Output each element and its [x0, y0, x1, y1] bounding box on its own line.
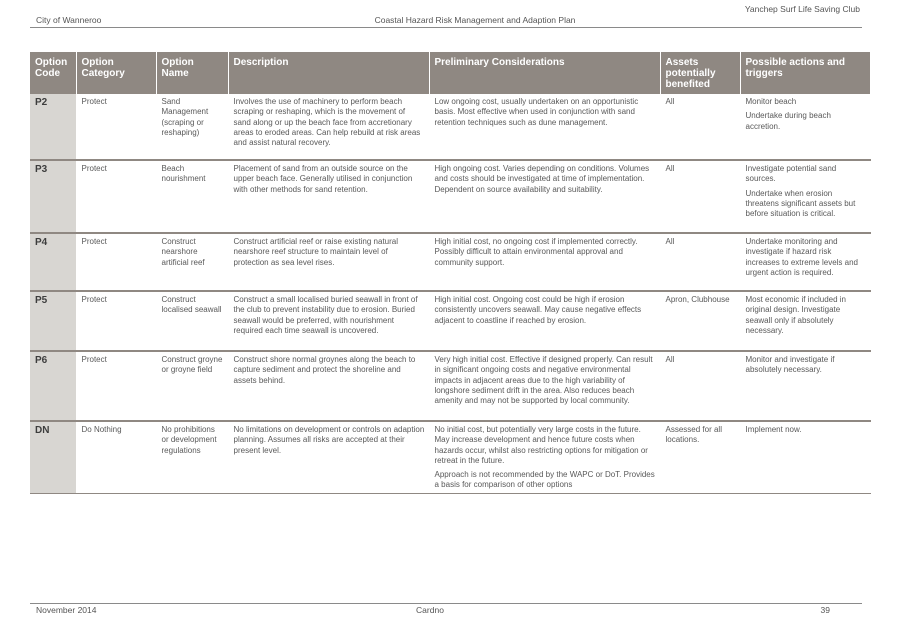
option-code-cell: P3 — [30, 160, 76, 233]
option-category-cell: Protect — [76, 351, 156, 421]
actions-cell — [740, 291, 870, 351]
column-header-option-name: Option Name — [156, 52, 228, 94]
option-name-cell: Construct localised seawall — [156, 291, 228, 351]
action-text: Undertake during beach accretion. — [745, 111, 831, 131]
action-text: Monitor beach — [745, 97, 797, 106]
option-name-cell: Construct nearshore artificial reef — [156, 233, 228, 291]
option-name-cell: Construct groyne or groyne field — [156, 351, 228, 421]
actions-cell — [740, 233, 870, 291]
assets-cell: All — [660, 94, 740, 160]
page-number: 39 — [820, 605, 830, 615]
table-row — [30, 291, 870, 351]
document-title: Coastal Hazard Risk Management and Adaption Plan — [374, 15, 576, 25]
option-code-cell: P4 — [30, 233, 76, 291]
action-text: Most economic if included in original design. Investigate seawall only if absolutely necessary. — [745, 295, 846, 335]
footer-divider — [30, 603, 862, 604]
actions-cell — [740, 421, 870, 493]
actions-cell — [740, 160, 870, 233]
table-row — [30, 233, 870, 291]
considerations-cell — [429, 291, 660, 351]
client-name: Yanchep Surf Life Saving Club — [744, 4, 860, 14]
table-row — [30, 160, 870, 233]
considerations-text: Low ongoing cost, usually undertaken on an opportunistic basis. Most effective when used in conjunction with sand retention techniques such as dune management. — [434, 97, 639, 127]
description-cell: Construct artificial reef or raise existing natural nearshore reef structure to maintain level of protection as sea level rises. — [228, 233, 429, 291]
option-name-cell: Sand Management (scraping or reshaping) — [156, 94, 228, 160]
column-header-assets-benefited: Assets potentially benefited — [660, 52, 740, 94]
considerations-cell — [429, 421, 660, 493]
option-code-cell: P2 — [30, 94, 76, 160]
column-header-option-category: Option Category — [76, 52, 156, 94]
table-row — [30, 351, 870, 421]
option-name-cell: No prohibitions or development regulations — [156, 421, 228, 493]
assets-cell: All — [660, 233, 740, 291]
footer-date: November 2014 — [36, 605, 97, 615]
organisation-name: City of Wanneroo — [36, 15, 102, 25]
option-name-cell: Beach nourishment — [156, 160, 228, 233]
action-text: Monitor and investigate if absolutely necessary. — [745, 355, 835, 375]
considerations-cell — [429, 233, 660, 291]
considerations-text: Approach is not recommended by the WAPC or DoT. Provides a basis for comparison of other options — [434, 470, 655, 490]
action-text: Investigate potential sand sources. — [745, 164, 837, 184]
considerations-cell — [429, 160, 660, 233]
description-cell: Involves the use of machinery to perform beach scraping or reshaping, which is the movement of sand along or up the beach face from accretionary areas to eroded areas. Can help rebuild at risk areas and assist natural recovery. — [228, 94, 429, 160]
actions-cell — [740, 351, 870, 421]
considerations-text: No initial cost, but potentially very large costs in the future. May increase development and hence future costs when hazards occur, whilst also restricting options for mitigation or retreat in the future. — [434, 425, 648, 465]
action-text: Undertake when erosion threatens significant assets but before situation is critical. — [745, 188, 856, 219]
option-category-cell: Protect — [76, 291, 156, 351]
table-row — [30, 94, 870, 160]
description-cell: Construct a small localised buried seawall in front of the club to prevent instability due to erosion. Buried seawall would be preferred, with nourishment required each time seawall is uncovered. — [228, 291, 429, 351]
option-category-cell: Protect — [76, 94, 156, 160]
option-category-cell: Protect — [76, 160, 156, 233]
footer-company: Cardno — [416, 605, 444, 615]
action-text: Undertake monitoring and investigate if hazard risk increases to extreme levels and urgent action is required. — [745, 237, 858, 277]
option-code-cell: P6 — [30, 351, 76, 421]
option-category-cell: Do Nothing — [76, 421, 156, 493]
table-row — [30, 421, 870, 493]
options-table — [30, 52, 871, 494]
assets-cell: All — [660, 160, 740, 233]
assets-cell: Apron, Clubhouse — [660, 291, 740, 351]
action-text: Implement now. — [745, 425, 802, 434]
description-cell: Construct shore normal groynes along the beach to capture sediment and protect the shoreline and assets behind. — [228, 351, 429, 421]
considerations-text: High initial cost, no ongoing cost if implemented correctly. Possibly difficult to attain environmental approval and community support. — [434, 237, 638, 267]
considerations-text: High ongoing cost. Varies depending on conditions. Volumes and costs should be investigated at time of implementation. Dependent on source availability and suitability. — [434, 164, 650, 194]
header-divider — [30, 27, 862, 28]
table-header-row — [30, 52, 870, 94]
assets-cell: Assessed for all locations. — [660, 421, 740, 493]
considerations-cell — [429, 94, 660, 160]
column-header-option-code: Option Code — [30, 52, 76, 94]
considerations-text: High initial cost. Ongoing cost could be high if erosion consistently uncovers seawall. May cause negative effects adjacent to coastline if reached by erosion. — [434, 295, 642, 325]
column-header-actions-triggers: Possible actions and triggers — [740, 52, 870, 94]
actions-cell — [740, 94, 870, 160]
considerations-cell — [429, 351, 660, 421]
considerations-text: Very high initial cost. Effective if designed properly. Can result in significant ongoing costs and negative environmental impacts in adjacent areas due to the high variability of longshore sediment drift in the area. Also reduces beach amenity and may not be supported by local community. — [434, 355, 653, 406]
assets-cell: All — [660, 351, 740, 421]
column-header-preliminary-considerations: Preliminary Considerations — [429, 52, 660, 94]
option-code-cell: DN — [30, 421, 76, 493]
column-header-description: Description — [228, 52, 429, 94]
option-code-cell: P5 — [30, 291, 76, 351]
option-category-cell: Protect — [76, 233, 156, 291]
description-cell: No limitations on development or controls on adaption planning. Assumes all risks are accepted at their present level. — [228, 421, 429, 493]
description-cell: Placement of sand from an outside source on the upper beach face. Generally utilised in conjunction with other methods for sand retention. — [228, 160, 429, 233]
